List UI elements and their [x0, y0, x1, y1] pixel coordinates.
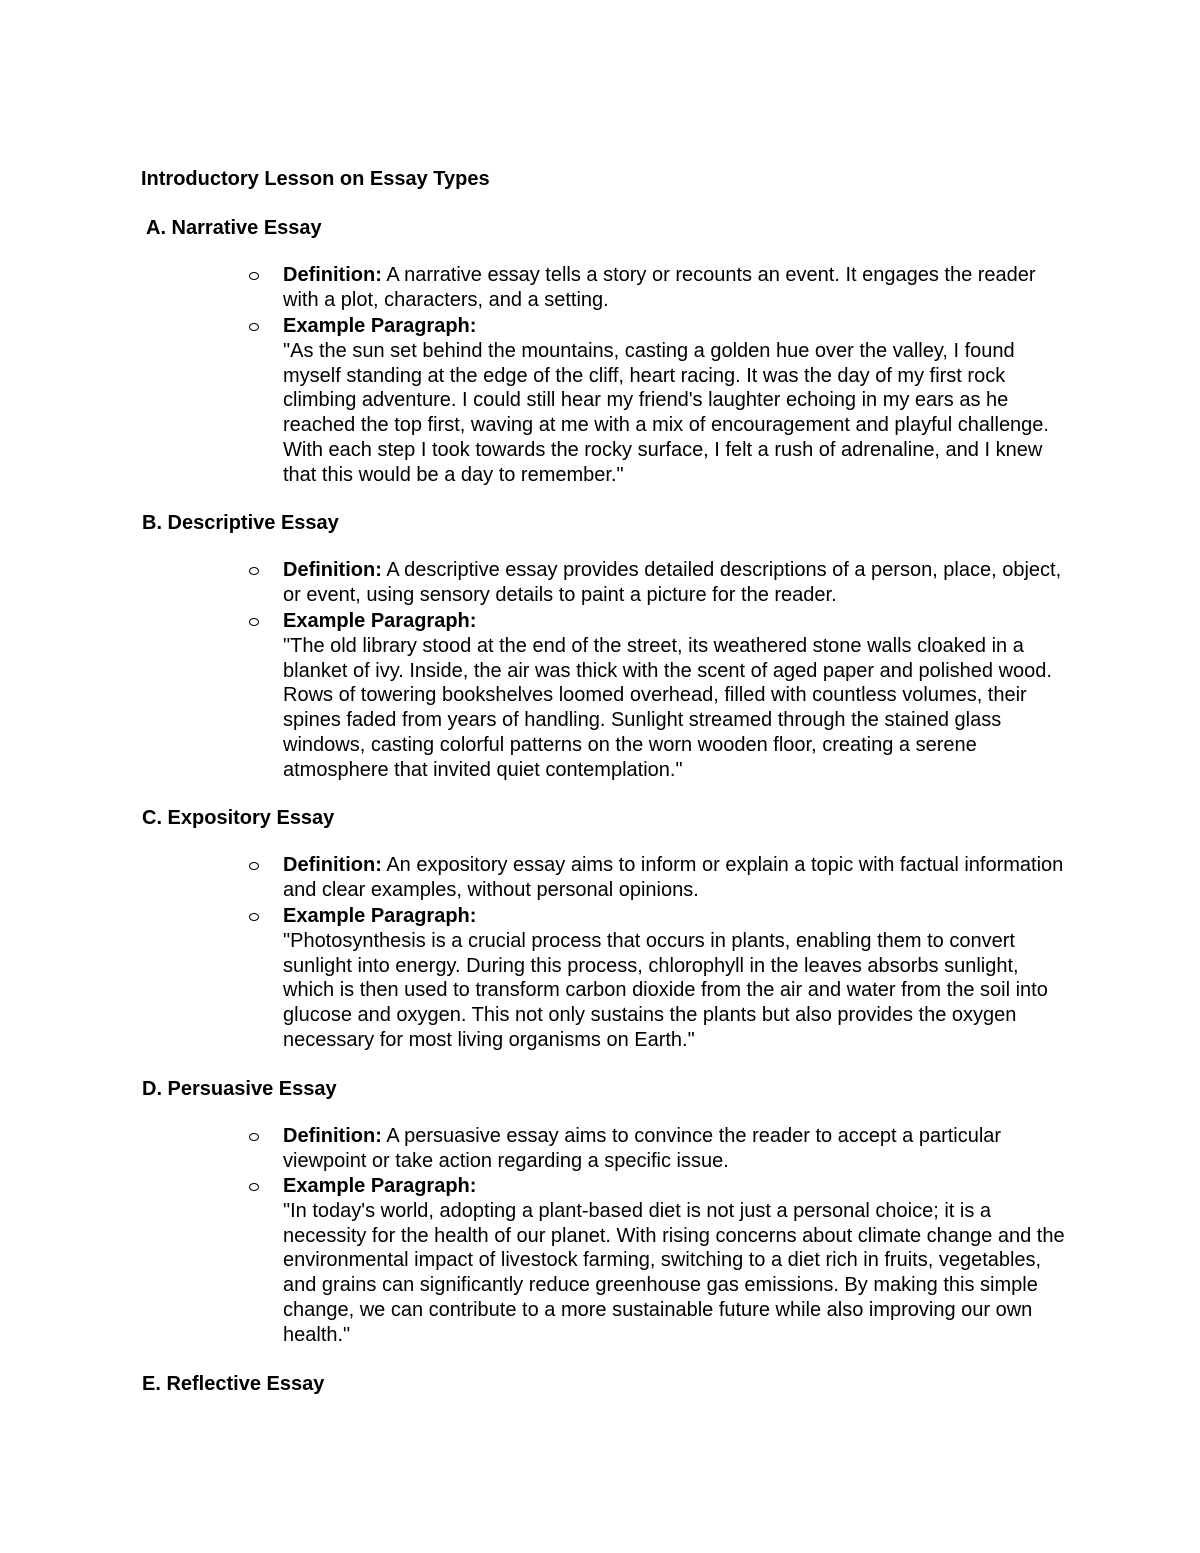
- definition-text: An expository essay aims to inform or explain a topic with factual information and clear examples, without personal opinions.: [283, 854, 1064, 901]
- definition-item-narrative: [283, 263, 1073, 313]
- definition-label: Definition:: [283, 854, 382, 876]
- example-item-narrative: [283, 314, 1073, 488]
- definition-text: A persuasive essay aims to convince the reader to accept a particular viewpoint or take action regarding a specific issue.: [283, 1125, 1002, 1172]
- example-label: Example Paragraph:: [283, 1175, 477, 1197]
- example-paragraph: "The old library stood at the end of the street, its weathered stone walls cloaked in a blanket of ivy. Inside, the air was thick with the scent of aged paper and polished wood. Rows of towering bookshelves loomed overhead, filled with countless volumes, their spines faded from years of handling. Sunlight streamed through the stained glass windows, casting colorful patterns on the worn wooden floor, creating a serene atmosphere that invited quiet contemplation.": [283, 634, 1052, 781]
- hollow-bullet-icon: [249, 609, 263, 634]
- hollow-bullet-icon: [249, 558, 263, 583]
- definition-item-persuasive: [283, 1124, 1073, 1174]
- example-item-expository: [283, 904, 1073, 1053]
- example-item-persuasive: [283, 1174, 1073, 1348]
- example-label: Example Paragraph:: [283, 610, 477, 632]
- example-paragraph: "Photosynthesis is a crucial process that occurs in plants, enabling them to convert sunlight into energy. During this process, chlorophyll in the leaves absorbs sunlight, which is then used to transform carbon dioxide from the air and water from the soil into glucose and oxygen. This not only sustains the plants but also provides the oxygen necessary for most living organisms on Earth.": [283, 929, 1048, 1051]
- section-heading-reflective: E. Reflective Essay: [142, 1373, 325, 1395]
- hollow-bullet-icon: [249, 314, 263, 339]
- hollow-bullet-icon: [249, 904, 263, 929]
- definition-label: Definition:: [283, 1125, 382, 1147]
- definition-text: A descriptive essay provides detailed descriptions of a person, place, object, or event, using sensory details to paint a picture for the reader.: [283, 559, 1062, 606]
- section-heading-narrative: A. Narrative Essay: [146, 217, 322, 239]
- example-label: Example Paragraph:: [283, 315, 477, 337]
- definition-text: A narrative essay tells a story or recounts an event. It engages the reader with a plot, characters, and a setting.: [283, 264, 1036, 311]
- example-paragraph: "In today's world, adopting a plant-based diet is not just a personal choice; it is a necessity for the health of our planet. With rising concerns about climate change and the environmental impact of livestock farming, switching to a diet rich in fruits, vegetables, and grains can significantly reduce greenhouse gas emissions. By making this simple change, we can contribute to a more sustainable future while also improving our own health.": [283, 1199, 1065, 1346]
- hollow-bullet-icon: [249, 1174, 263, 1199]
- hollow-bullet-icon: [249, 1124, 263, 1149]
- section-heading-expository: C. Expository Essay: [142, 807, 335, 829]
- example-item-descriptive: [283, 609, 1073, 783]
- hollow-bullet-icon: [249, 263, 263, 288]
- document-title: Introductory Lesson on Essay Types: [141, 168, 490, 190]
- hollow-bullet-icon: [249, 853, 263, 878]
- definition-label: Definition:: [283, 559, 382, 581]
- definition-label: Definition:: [283, 264, 382, 286]
- section-heading-descriptive: B. Descriptive Essay: [142, 512, 339, 534]
- example-paragraph: "As the sun set behind the mountains, casting a golden hue over the valley, I found myself standing at the edge of the cliff, heart racing. It was the day of my first rock climbing adventure. I could still hear my friend's laughter echoing in my ears as he reached the top first, waving at me with a mix of encouragement and playful challenge. With each step I took towards the rocky surface, I felt a rush of adrenaline, and I knew that this would be a day to remember.": [283, 339, 1049, 486]
- section-heading-persuasive: D. Persuasive Essay: [142, 1078, 337, 1100]
- example-label: Example Paragraph:: [283, 905, 477, 927]
- definition-item-expository: [283, 853, 1073, 903]
- definition-item-descriptive: [283, 558, 1073, 608]
